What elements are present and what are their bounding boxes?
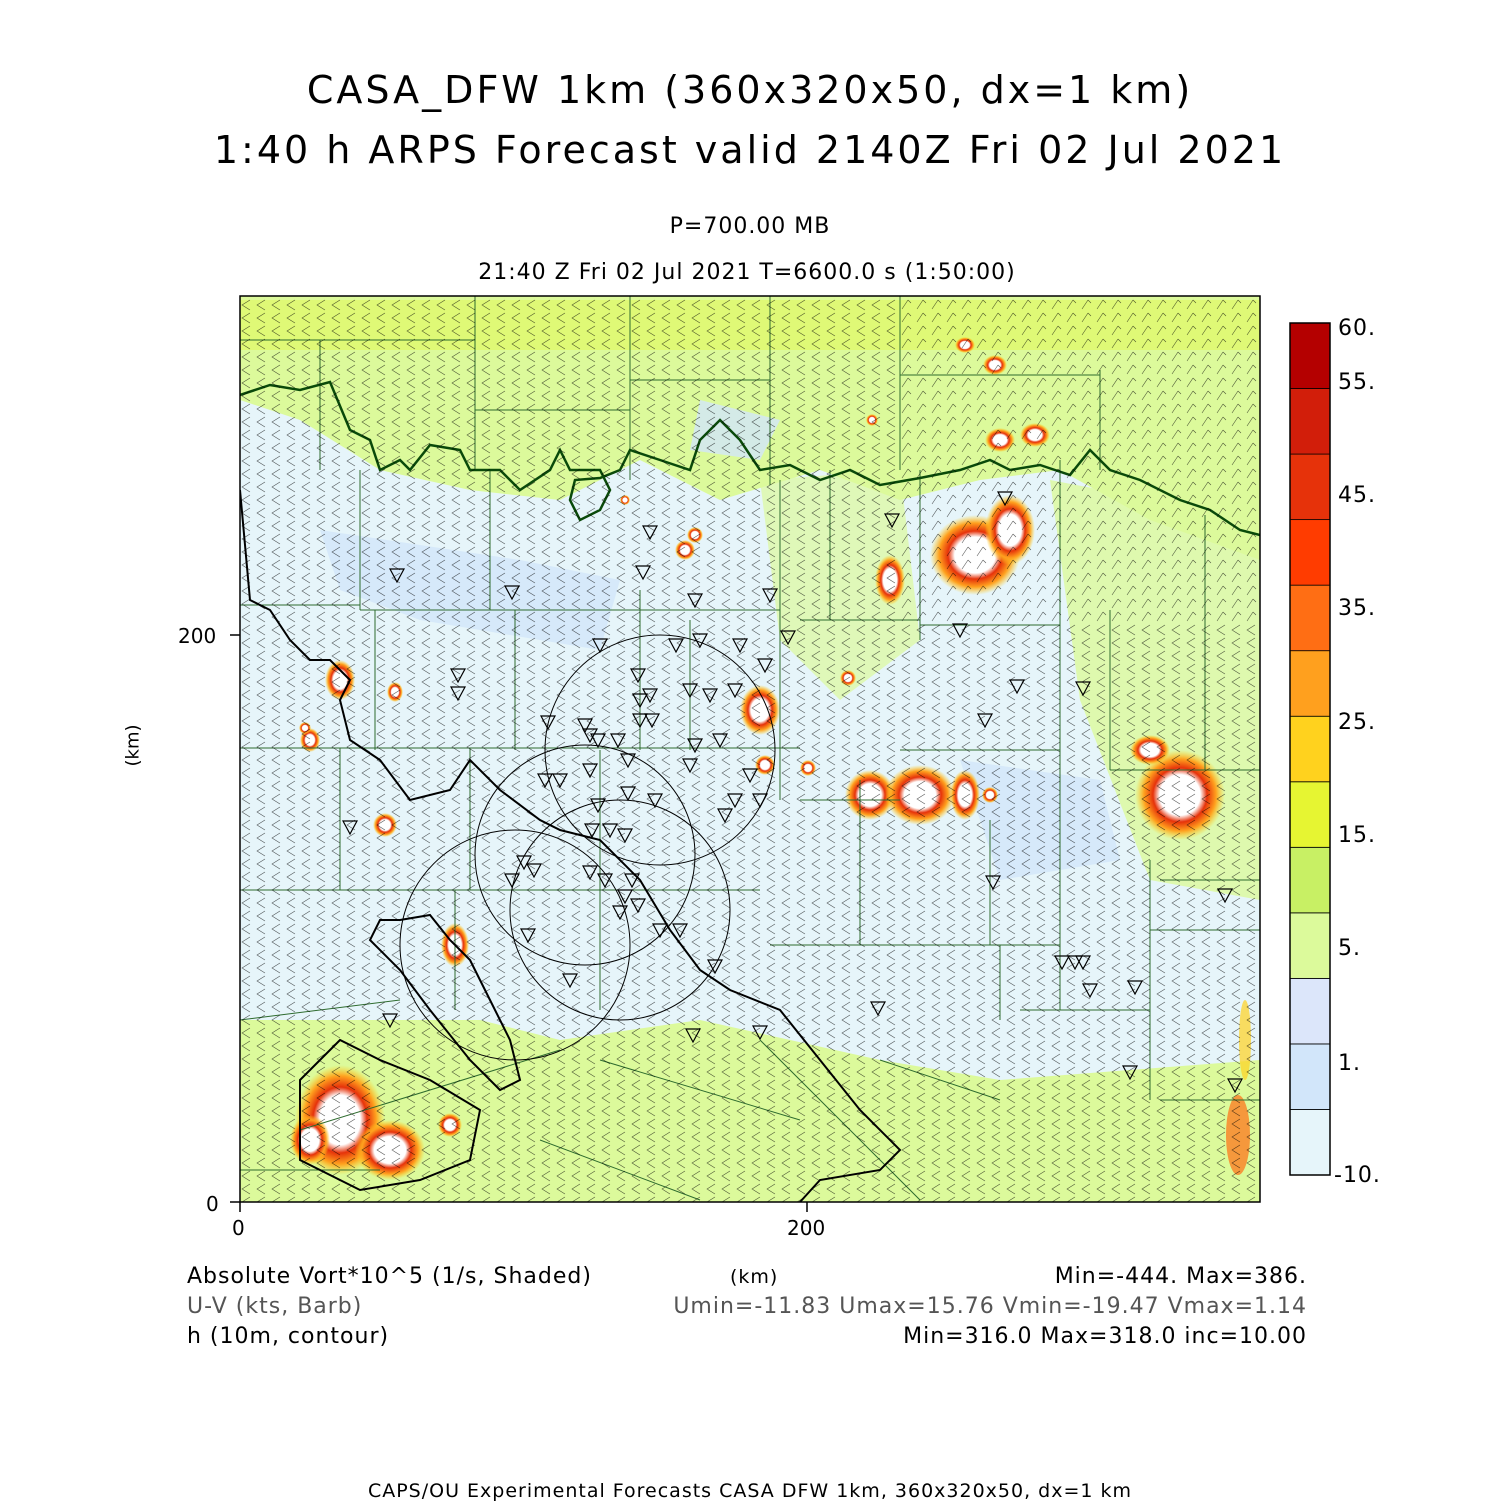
colorbar-band xyxy=(1290,389,1330,455)
colorbar-band xyxy=(1290,454,1330,520)
colorbar-label-55: 55. xyxy=(1338,370,1376,395)
colorbar xyxy=(1290,323,1330,1175)
map-area xyxy=(240,296,1260,1207)
legend-field3-stats: Min=316.0 Max=318.0 inc=10.00 xyxy=(903,1324,1307,1349)
legend-field3: h (10m, contour) xyxy=(187,1324,390,1349)
x-axis-label: (km) xyxy=(730,1266,779,1288)
title-line-2: 1:40 h ARPS Forecast valid 2140Z Fri 02 Jul 2021 xyxy=(213,128,1287,172)
colorbar-label-1: 1. xyxy=(1338,1051,1361,1076)
colorbar-label-minus10: -10. xyxy=(1334,1163,1381,1188)
colorbar-band xyxy=(1290,913,1330,979)
colorbar-band xyxy=(1290,585,1330,651)
legend-field1-stats: Min=-444. Max=386. xyxy=(1054,1264,1307,1289)
title-line-1: CASA_DFW 1km (360x320x50, dx=1 km) xyxy=(306,68,1194,112)
colorbar-label-15: 15. xyxy=(1338,823,1376,848)
colorbar-label-60: 60. xyxy=(1338,316,1376,341)
colorbar-band xyxy=(1290,782,1330,848)
colorbar-band xyxy=(1290,323,1330,389)
colorbar-band xyxy=(1290,1044,1330,1110)
colorbar-band xyxy=(1290,520,1330,586)
legend-field1: Absolute Vort*10^5 (1/s, Shaded) xyxy=(187,1264,592,1289)
colorbar-label-35: 35. xyxy=(1338,596,1376,621)
colorbar-band xyxy=(1290,651,1330,717)
legend-field2-stats: Umin=-11.83 Umax=15.76 Vmin=-19.47 Vmax=1.14 xyxy=(673,1294,1307,1319)
y-tick-200: 200 xyxy=(178,624,217,648)
north-yellow-band xyxy=(240,300,1260,350)
colorbar-band xyxy=(1290,716,1330,782)
colorbar-band xyxy=(1290,978,1330,1044)
colorbar-band xyxy=(1290,847,1330,913)
level-label: P=700.00 MB xyxy=(669,214,831,239)
y-axis-label: (km) xyxy=(122,724,144,767)
y-tick-0: 0 xyxy=(206,1192,219,1216)
x-tick-0: 0 xyxy=(232,1216,245,1240)
colorbar-band xyxy=(1290,1109,1330,1175)
colorbar-label-25: 25. xyxy=(1338,710,1376,735)
footer-credit: CAPS/OU Experimental Forecasts CASA DFW 1km, 360x320x50, dx=1 km xyxy=(367,1480,1133,1502)
colorbar-label-5: 5. xyxy=(1338,936,1361,961)
time-label: 21:40 Z Fri 02 Jul 2021 T=6600.0 s (1:50:00) xyxy=(478,260,1016,285)
legend-field2: U-V (kts, Barb) xyxy=(187,1294,363,1319)
x-tick-200: 200 xyxy=(787,1216,826,1240)
colorbar-label-45: 45. xyxy=(1338,483,1376,508)
